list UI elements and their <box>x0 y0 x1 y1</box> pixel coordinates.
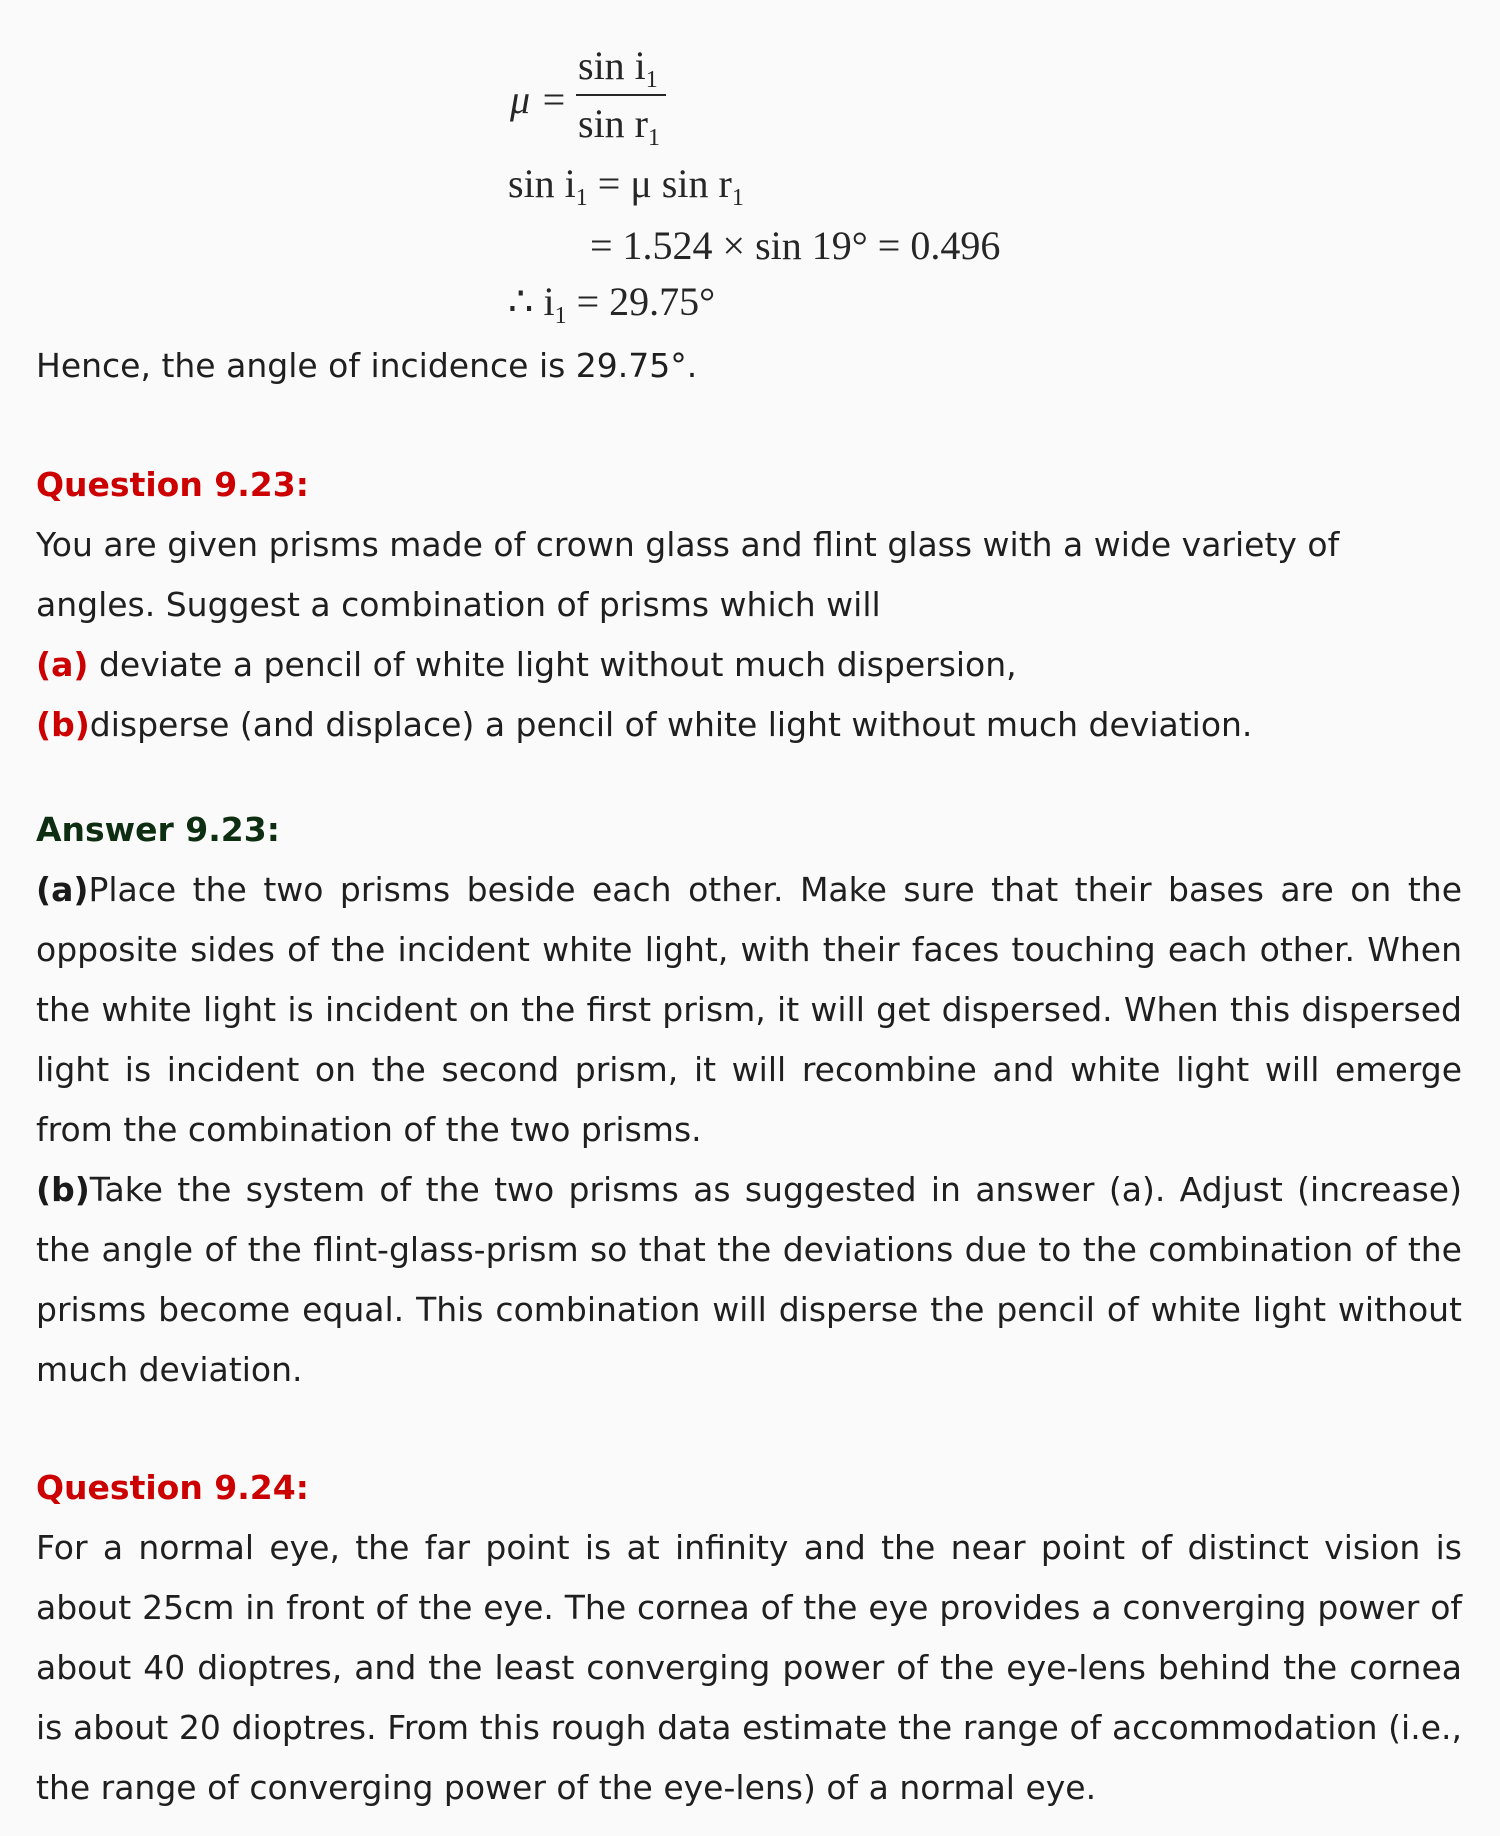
denominator-text: sin r <box>578 101 648 146</box>
answer-9-23-part-b <box>36 1160 1462 1400</box>
answer-part-a-label: (a) <box>36 870 89 909</box>
answer-part-b-text: Take the system of the two prisms as suggested in answer (a). Adjust (increase) the angle of the flint-glass-prism so that the deviations due to the combination of the prisms become equal. This combination will disperse the pencil of white light without much deviation. <box>36 1170 1462 1389</box>
answer-part-a-text: Place the two prisms beside each other. Make sure that their bases are on the opposite sides of the incident white light, with their faces touching each other. When the white light is incident on the first prism, it will get dispersed. When this dispersed light is incident on the second prism, it will recombine and white light will emerge from the combination of the two prisms. <box>36 870 1462 1149</box>
eq2-rhs-subscript: 1 <box>731 185 744 211</box>
question-9-23 <box>36 455 1462 755</box>
fraction-bar <box>576 94 666 96</box>
conclusion-text: Hence, the angle of incidence is 29.75°. <box>36 346 698 385</box>
question-9-23-part-b <box>36 695 1462 755</box>
part-a-text: deviate a pencil of white light without much dispersion, <box>98 645 1017 684</box>
part-b-text: disperse (and displace) a pencil of white light without much deviation. <box>89 705 1253 744</box>
refractive-index-fraction <box>510 42 670 152</box>
denominator-subscript: 1 <box>648 125 660 151</box>
question-9-23-part-a <box>36 635 1462 695</box>
answer-9-23-heading: Answer 9.23: <box>36 810 280 849</box>
question-9-23-intro: You are given prisms made of crown glass and flint glass with a wide variety of angles. Suggest a combination of prisms which will <box>36 525 1340 624</box>
answer-9-23 <box>36 800 1462 1400</box>
eq4-rhs: = 29.75° <box>566 279 716 324</box>
equation-line-2 <box>508 160 744 212</box>
equation-line-3: = 1.524 × sin 19° = 0.496 <box>590 223 1001 268</box>
numerator-subscript: 1 <box>645 67 658 93</box>
eq2-lhs-subscript: 1 <box>575 185 588 211</box>
question-9-24-heading: Question 9.24: <box>36 1468 309 1507</box>
eq2-lhs: sin i <box>508 161 576 206</box>
answer-part-b-label: (b) <box>36 1170 90 1209</box>
fraction-denominator <box>578 100 660 152</box>
equation-line-4 <box>508 278 715 330</box>
part-a-label: (a) <box>36 645 89 684</box>
mu-symbol: μ = <box>510 77 568 122</box>
fraction-numerator <box>578 42 658 94</box>
question-9-23-heading: Question 9.23: <box>36 465 309 504</box>
numerator-text: sin i <box>578 43 646 88</box>
eq4-prefix: ∴ i <box>508 279 555 324</box>
eq4-subscript: 1 <box>554 303 567 329</box>
part-b-label: (b) <box>36 705 90 744</box>
answer-9-23-part-a <box>36 860 1462 1160</box>
question-9-24-text: For a normal eye, the far point is at infinity and the near point of distinct vision is about 25cm in front of the eye. The cornea of the eye provides a converging power of about 40 dioptres, and the least converging power of the eye-lens behind the cornea is about 20 dioptres. From this rough data estimate the range of accommodation (i.e., the range of converging power of the eye-lens) of a normal eye. <box>36 1528 1462 1807</box>
question-9-24 <box>36 1458 1462 1818</box>
eq2-rhs: = μ sin r <box>587 161 732 206</box>
